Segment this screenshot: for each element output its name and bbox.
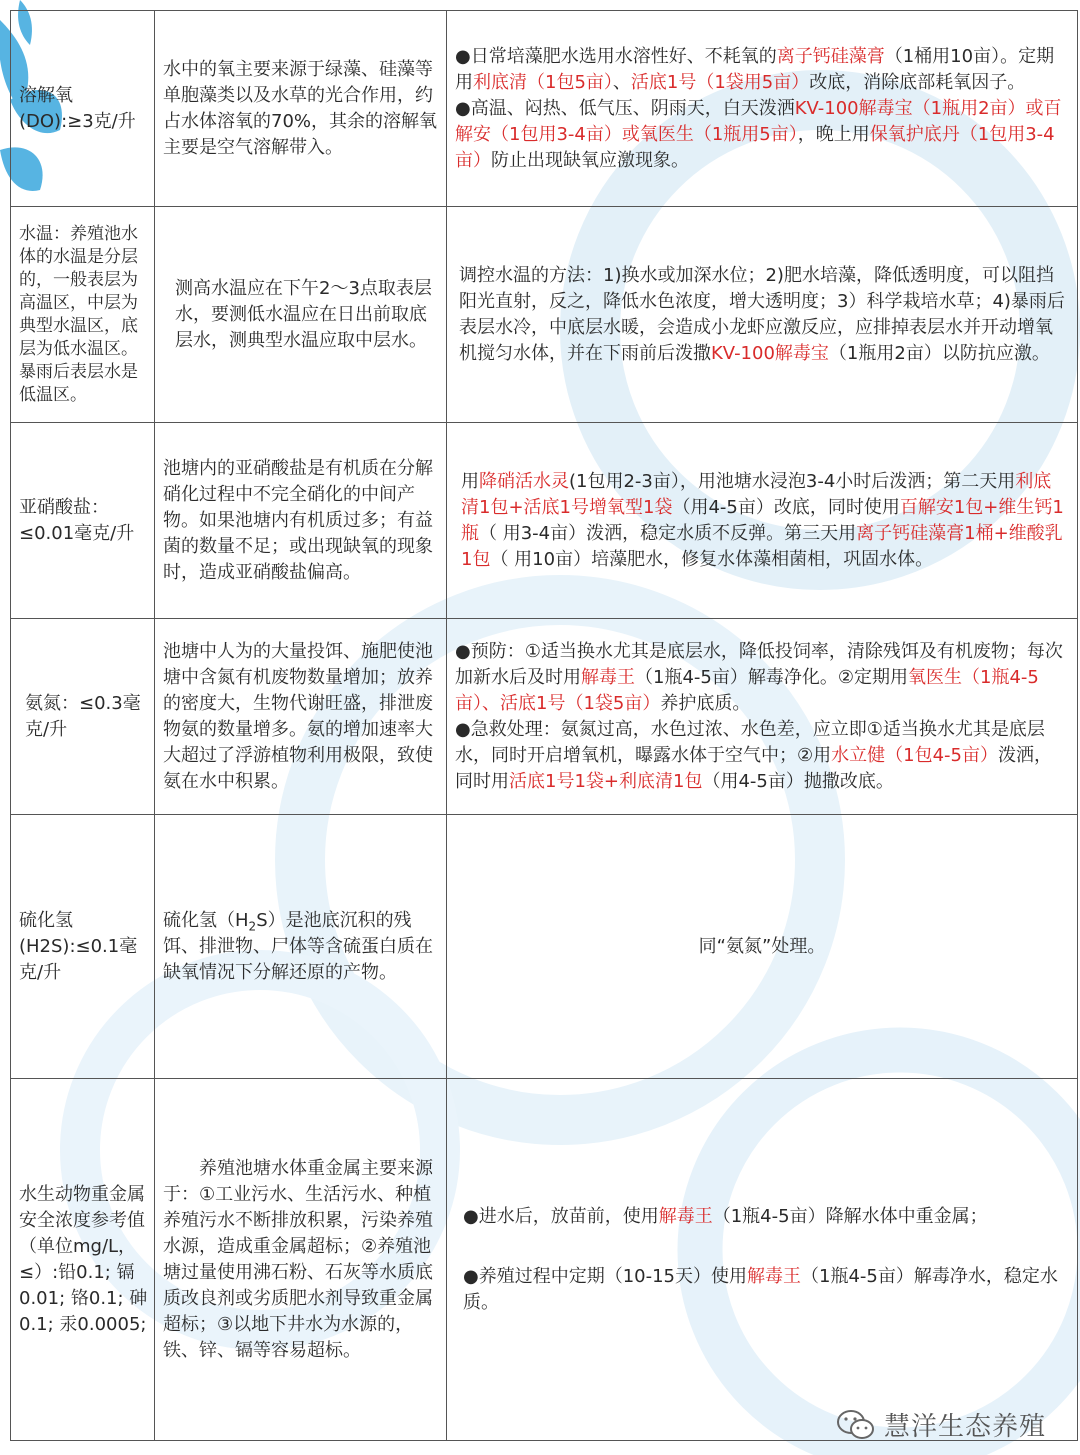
treatment-text: （ 用10亩）培藻肥水，修复水体藻相菌相，巩固水体。 (490, 548, 934, 570)
treatment-para (455, 44, 1069, 96)
treatment-text: （用4-5亩）改底，同时使用 (672, 496, 900, 518)
product-highlight: 利底清（1包5亩） (473, 71, 613, 93)
product-highlight: 解毒王 (747, 1265, 802, 1287)
treatment-para (459, 263, 1069, 367)
cause-text-post: S）是池底沉积的残饵、排泄物、尸体等含硫蛋白质在缺氧情况下分解还原的产物。 (163, 909, 433, 983)
product-highlight: 保氧护底丹（1包用3-4亩） (455, 123, 1055, 171)
treatment-text: ●养殖过程中定期（10-15天）使用 (463, 1265, 748, 1287)
product-highlight: KV-100解毒宝 (711, 342, 829, 364)
treatment-text: 用 (461, 470, 479, 492)
treatment-text: （1瓶4-5亩）降解水体中重金属； (712, 1205, 988, 1227)
table-row (11, 815, 1078, 1079)
treatment-cell (447, 207, 1078, 423)
table-row (11, 207, 1078, 423)
treatment-text: 改底，消除底部耗氧因子。 (809, 71, 1026, 93)
treatment-text: ●预防：①适当换水尤其是底层水，降低投饲率，清除残饵及有机废物；每次加新水后及时用 (455, 640, 1063, 688)
treatment-para (455, 96, 1069, 174)
product-highlight: 水立健（1包4-5亩） (831, 744, 998, 766)
treatment-para (455, 639, 1069, 717)
param-cell: 亚硝酸盐：≤0.01毫克/升 (11, 423, 155, 619)
treatment-cell (447, 619, 1078, 815)
cause-subscript: 2 (248, 919, 257, 934)
treatment-text: （1桶用10亩）。定期用 (455, 45, 1055, 93)
watermark (836, 1406, 1046, 1443)
table-row (11, 619, 1078, 815)
table-row (11, 423, 1078, 619)
treatment-text: （1瓶4-5亩）解毒净水，稳定水质。 (463, 1265, 1058, 1313)
treatment-text: （1瓶用2亩）以防抗应激。 (828, 342, 1050, 364)
product-highlight: 百解安1包+维生钙1瓶 (461, 496, 1064, 544)
param-cell: 溶解氧(DO):≥3克/升 (11, 11, 155, 207)
param-cell: 水生动物重金属安全浓度参考值（单位mg/L，≤）:铅0.1; 镉0.01; 铬0.1; 砷0.1; 汞0.0005; (11, 1079, 155, 1441)
table-row (11, 1079, 1078, 1441)
param-cell: 水温：养殖池水体的水温是分层的，一般表层为高温区，中层为典型水温区，底层为低水温区。暴雨后表层水是低温区。 (11, 207, 155, 423)
treatment-text: 、 (612, 71, 631, 93)
cause-cell: 水中的氧主要来源于绿藻、硅藻等单胞藻类以及水草的光合作用，约占水体溶氧的70%，其余的溶解氧主要是空气溶解带入。 (155, 11, 447, 207)
product-highlight: 离子钙硅藻膏1桶+维酸乳1包 (461, 522, 1063, 570)
water-quality-table (10, 10, 1078, 1441)
product-highlight: 降硝活水灵 (479, 470, 569, 492)
cause-cell (155, 815, 447, 1079)
cause-text-pre: 硫化氢（H (163, 909, 249, 931)
treatment-text: ●日常培藻肥水选用水溶性好、不耗氧的 (455, 45, 777, 67)
product-highlight: 活底1号（1袋用5亩） (630, 71, 810, 93)
treatment-cell (447, 11, 1078, 207)
treatment-text: ●进水后，放苗前，使用 (463, 1205, 659, 1227)
product-highlight: 解毒王 (658, 1205, 713, 1227)
paragraph-gap (463, 1230, 1069, 1264)
cause-cell: 池塘内的亚硝酸盐是有机质在分解硝化过程中不完全硝化的中间产物。如果池塘内有机质过多；有益菌的数量不足；或出现缺氧的现象时，造成亚硝酸盐偏高。 (155, 423, 447, 619)
treatment-text: 养护底质。 (660, 692, 751, 714)
param-cell: 硫化氢(H2S):≤0.1毫克/升 (11, 815, 155, 1079)
treatment-text: 泼洒，同时用 (455, 744, 1052, 792)
product-highlight: KV-100解毒宝（1瓶用2亩）或百解安（1包用3-4亩）或氧医生（1瓶用5亩） (455, 97, 1062, 145)
treatment-text: （用4-5亩）抛撒改底。 (702, 770, 894, 792)
treatment-para (461, 469, 1069, 573)
product-highlight: 离子钙硅藻膏 (776, 45, 885, 67)
cause-cell: 养殖池塘水体重金属主要来源于：①工业污水、生活污水、种植养殖污水不断排放积累，污染养殖水源，造成重金属超标；②养殖池塘过量使用沸石粉、石灰等水质底质改良剂或劣质肥水剂导致重金属超标；③以地下井水为水源的，铁、锌、镉等容易超标。 (155, 1079, 447, 1441)
treatment-cell (447, 423, 1078, 619)
treatment-text: (1包用2-3亩），用池塘水浸泡3-4小时后泼洒；第二天用 (569, 470, 1016, 492)
treatment-text: ●高温、闷热、低气压、阴雨天，白天泼洒 (455, 97, 795, 119)
product-highlight: 利底清1包+活底1号增氧型1袋 (461, 470, 1052, 518)
wechat-icon (836, 1408, 876, 1442)
treatment-para (455, 717, 1069, 795)
treatment-text: ，晚上用 (797, 123, 870, 145)
treatment-text: 防止出现缺氧应激现象。 (491, 149, 689, 171)
param-cell: 氨氮：≤0.3毫克/升 (11, 619, 155, 815)
watermark-text: 慧洋生态养殖 (883, 1412, 1046, 1442)
cause-cell: 池塘中人为的大量投饵、施肥使池塘中含氮有机废物数量增加；放养的密度大，生物代谢旺盛，排泄废物氨的数量增多。氨的增加速率大大超过了浮游植物利用极限，致使氨在水中积累。 (155, 619, 447, 815)
treatment-text: ●急救处理：氨氮过高，水色过浓、水色差，应立即①适当换水尤其是底层水，同时开启增氧机，曝露水体于空气中；②用 (455, 718, 1045, 766)
product-highlight: 活底1号1袋+利底清1包 (509, 770, 703, 792)
treatment-text: 调控水温的方法：1)换水或加深水位；2)肥水培藻，降低透明度，可以阻挡阳光直射，反之，降低水色浓度，增大透明度；3）科学栽培水草；4)暴雨后表层水冷，中底层水暖，会造成小龙虾应激反应，应排掉表层水并开动增氧机搅匀水体，并在下雨前后泼撒 (459, 264, 1065, 364)
cause-cell: 测高水温应在下午2～3点取表层水，要测低水温应在日出前取底层水，测典型水温应取中层水。 (155, 207, 447, 423)
product-highlight: 解毒王 (581, 666, 635, 688)
treatment-para (463, 1204, 1069, 1230)
treatment-para (463, 1264, 1069, 1316)
treatment-cell: 同“氨氮”处理。 (447, 815, 1078, 1079)
product-highlight: 氧医生（1瓶4-5亩）、活底1号（1袋5亩） (455, 666, 1039, 714)
treatment-cell (447, 1079, 1078, 1441)
table-row (11, 11, 1078, 207)
treatment-text: （1瓶4-5亩）解毒净化。②定期用 (635, 666, 908, 688)
treatment-text: （ 用3-4亩）泼洒，稳定水质不反弹。第三天用 (479, 522, 857, 544)
